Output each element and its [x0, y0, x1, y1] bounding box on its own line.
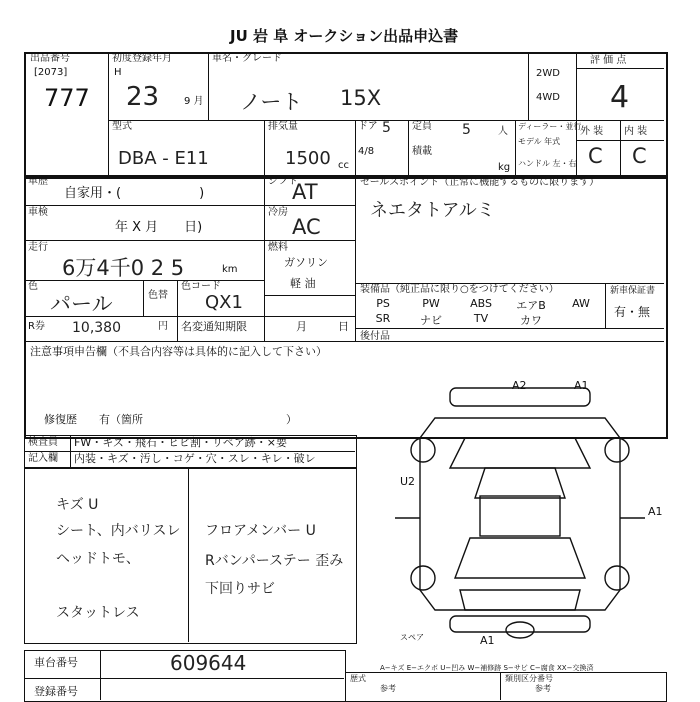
displacement-value: 1500	[285, 148, 331, 169]
handnote-left-3: ヘッドトモ、	[56, 551, 140, 567]
legend-text: A−キズ E−エクボ U−凹み W−補修跡 S−サビ C−腐食 XX−交換済	[380, 664, 594, 672]
displacement-label: 排気量	[268, 121, 298, 132]
load-label: 積載	[412, 146, 432, 157]
handnote-right-1: フロアメンバー U	[205, 523, 316, 539]
warranty-value: 有・無	[614, 305, 651, 319]
model-name: ノート	[240, 90, 303, 114]
equipment-item: エアB	[516, 299, 546, 312]
legend-l2: 参考	[380, 684, 396, 693]
notes-label: 注意事項申告欄（不具合内容等は具体的に記入して下さい）	[30, 345, 327, 358]
mileage-value: 6万4千0 2 5	[62, 256, 185, 280]
fuel-label: 燃料	[268, 242, 288, 253]
equipment-item: カワ	[520, 314, 542, 327]
wheel-rl	[411, 566, 435, 590]
damage-u2: U2	[400, 475, 416, 488]
fuel-gas: ガソリン	[284, 256, 328, 269]
color-code: QX1	[205, 292, 243, 313]
interior-grade: C	[632, 144, 647, 168]
registration-month: 9 月	[184, 96, 204, 107]
lot-label: 出品番号	[30, 53, 70, 64]
registration-year: 23	[126, 82, 160, 112]
legend-l4: 参考	[535, 684, 551, 693]
damage-a1-rear: A1	[480, 634, 495, 647]
wheel-rr	[605, 566, 629, 590]
car-no-label: 車台番号	[34, 656, 78, 669]
car-no: 609644	[170, 651, 247, 675]
wheel-fl	[411, 438, 435, 462]
registration-era: H	[114, 67, 122, 78]
inspection-value: 年 X 月 日)	[115, 220, 203, 235]
model-year-label: モデル 年式	[518, 137, 561, 146]
color-code-label: 色コード	[181, 281, 221, 292]
tailgate	[460, 590, 580, 610]
type-value: DBA - E11	[118, 148, 209, 169]
lot-sub: [2073]	[34, 67, 68, 78]
color-value: パール	[50, 292, 113, 316]
reg-label: 登録番号	[34, 685, 78, 698]
model-label: 車名・グレード	[212, 53, 282, 64]
damage-a1-side: A1	[648, 505, 663, 518]
warranty-label: 新車保証書	[610, 286, 656, 296]
name-change-day: 日	[338, 320, 349, 333]
color-shade-label: 色替	[148, 290, 168, 301]
drive-2wd: 2WD	[536, 68, 560, 79]
roof	[480, 496, 560, 536]
wheel-fr	[605, 438, 629, 462]
doors-value: 5	[382, 120, 391, 136]
equipment-item: PW	[422, 297, 440, 310]
inspector-row1: FW・キズ・飛石・ヒビ割・リペア跡・×要	[74, 436, 287, 449]
exterior-label: 外 装	[580, 126, 604, 137]
handnote-right-3: 下回りサビ	[205, 581, 275, 597]
legend-l1: 歴式	[350, 674, 366, 683]
damage-a2: A2	[512, 379, 527, 392]
fuel-diesel: 軽 油	[290, 277, 316, 290]
recycle-label: R券	[28, 321, 45, 332]
capacity-value: 5	[462, 122, 471, 138]
capacity-label: 定員	[412, 121, 432, 132]
damage-a1-front: A1	[574, 379, 589, 392]
color-label: 色	[28, 281, 38, 292]
form-title: JU 岩 阜 オークション出品申込書	[230, 27, 459, 45]
type-label: 型式	[112, 121, 132, 132]
legend-l3: 類別区分番号	[505, 674, 553, 683]
equipment-item: TV	[473, 312, 489, 325]
equipment-item: SR	[375, 312, 391, 325]
grade-score: 4	[610, 80, 630, 115]
recycle-unit: 円	[158, 321, 168, 332]
lot-number: 777	[44, 84, 90, 112]
handnote-left-4: スタットレス	[56, 605, 140, 621]
usage-label: 車歴	[28, 176, 48, 187]
equipment-item: ナビ	[420, 314, 442, 327]
name-change-label: 名変通知期限	[181, 320, 247, 333]
equipment-item: AW	[572, 297, 590, 310]
inspector-row1-label: 検査員	[28, 437, 58, 448]
fourwd-label: 4/8	[358, 146, 375, 157]
handnote-left-2: シート、内バリスレ	[56, 523, 181, 539]
sales-point-value: ネエタトアルミ	[370, 200, 495, 221]
car-damage-diagram	[395, 378, 660, 650]
displacement-unit: cc	[338, 160, 349, 171]
shift-value: AT	[292, 180, 318, 204]
windshield	[450, 438, 590, 468]
spare-label: スペア	[400, 633, 424, 642]
aircon-value: AC	[292, 215, 321, 239]
recycle-value: 10,380	[72, 320, 121, 336]
equipment-item: ABS	[470, 297, 492, 310]
sales-point-label: セールスポイント（正常に機能するものに限ります）	[360, 177, 600, 188]
mileage-unit: km	[222, 264, 238, 275]
equipment-item: PS	[376, 297, 390, 310]
name-change-month: 月	[296, 320, 307, 333]
rear-bumper	[450, 616, 590, 632]
inspector-row2: 内装・キズ・汚し・コゲ・穴・スレ・キレ・破レ	[74, 452, 316, 465]
dealer-label: ディーラー・並行	[518, 122, 582, 131]
exterior-grade: C	[588, 144, 603, 168]
shift-label: シフト	[268, 176, 298, 187]
hood-line	[475, 468, 565, 498]
handnote-left-1: キズ U	[56, 497, 99, 513]
model-grade: 15X	[340, 86, 382, 110]
inspection-label: 車検	[28, 207, 48, 218]
doors-label: ドア	[358, 121, 378, 132]
capacity-unit: 人	[498, 126, 508, 137]
inspector-row2-label: 記入欄	[28, 453, 58, 464]
mileage-label: 走行	[28, 242, 48, 253]
after-parts-label: 後付品	[360, 331, 390, 342]
aircon-label: 冷房	[268, 207, 288, 218]
handnote-right-2: Rバンパーステー 歪み	[205, 553, 344, 569]
usage-value: 自家用・( )	[64, 186, 205, 201]
load-unit: kg	[498, 162, 511, 173]
equipment-label: 装備品（純正品に限り○をつけてください）	[360, 284, 559, 295]
rear-window	[455, 538, 585, 578]
registration-label: 初度登録年月	[112, 53, 172, 64]
body-outline	[420, 418, 620, 610]
drive-4wd: 4WD	[536, 92, 560, 103]
repair-history: 修復歴 有（箇所 ）	[44, 413, 297, 426]
grade-label: 評 価 点	[590, 55, 627, 66]
handle-label: ハンドル 左・右	[518, 159, 577, 168]
interior-label: 内 装	[624, 126, 648, 137]
